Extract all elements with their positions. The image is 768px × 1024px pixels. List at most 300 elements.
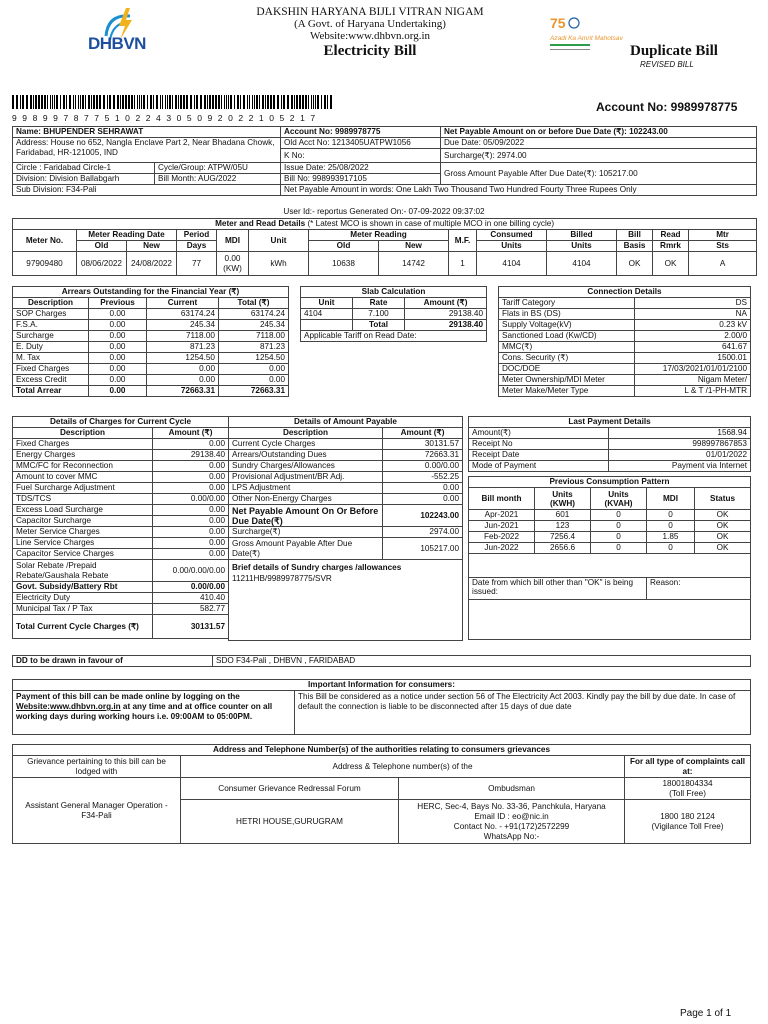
charges-row — [13, 538, 229, 549]
charge-amount: 0.00 — [153, 439, 229, 450]
reason-label: Reason: — [647, 578, 751, 600]
slab-hdr-amount: Amount (₹) — [405, 298, 487, 309]
arrears-hdr-total: Total (₹) — [219, 298, 289, 309]
barcode-bar — [162, 95, 163, 109]
cons-kwh: 601 — [535, 510, 591, 521]
k-no: K No: — [281, 149, 441, 163]
hdr-billed: Billed — [547, 230, 617, 241]
arrears-prev: 0.00 — [89, 375, 147, 386]
barcode-bar — [302, 95, 304, 109]
payable-desc: LPS Adjustment — [229, 483, 383, 494]
omb-address-1: HERC, Sec-4, Bays No. 33-36, Panchkula, Haryana — [417, 801, 606, 811]
bill-month: Bill Month: AUG/2022 — [155, 174, 281, 185]
company-website: Website:www.dhbvn.org.in — [309, 30, 431, 42]
barcode-bar — [194, 95, 195, 109]
hdr-rmrk: Rmrk — [653, 241, 689, 252]
toll-free-note: (Toll Free) — [669, 788, 706, 798]
vigilance-note: (Vigilance Toll Free) — [651, 821, 724, 831]
barcode-bar — [299, 95, 301, 109]
toll-free-number: 18001804334 — [662, 778, 713, 788]
last-payment-label: Mode of Payment — [469, 461, 609, 472]
charges-row — [13, 494, 229, 505]
barcode-bar — [256, 95, 258, 109]
barcode-bar — [12, 95, 14, 109]
consumption-title: Previous Consumption Pattern — [469, 477, 751, 488]
cons-month: Feb-2022 — [469, 532, 535, 543]
arrears-total-cell: 0.00 — [219, 375, 289, 386]
payable-desc: Current Cycle Charges — [229, 439, 383, 450]
mdi-value: 0.00 — [224, 253, 241, 263]
barcode-bar — [30, 95, 32, 109]
net-payable-value: 102243.00 — [383, 505, 463, 527]
barcode-bar — [190, 95, 192, 109]
last-payment-title: Last Payment Details — [469, 417, 751, 428]
arrears-row — [13, 364, 289, 375]
payable-hdr-desc: Description — [229, 428, 383, 439]
charge-desc: MMC/FC for Reconnection — [13, 461, 153, 472]
charges-row — [13, 549, 229, 560]
hdr-sts: Sts — [689, 241, 757, 252]
arrears-row — [13, 342, 289, 353]
barcode-bar — [80, 95, 81, 109]
connection-row — [499, 309, 751, 320]
barcode-bar — [122, 95, 124, 109]
hdr-meter-no: Meter No. — [13, 230, 77, 252]
barcode-bar — [249, 95, 250, 109]
important-right: This Bill be considered as a notice under section 56 of The Electricity Act 2003. Kindly pay the bill by due date. In case of default the connection is liable to be disconnected after 15 days of due date — [295, 691, 751, 735]
arrears-prev: 0.00 — [89, 320, 147, 331]
payable-row — [229, 461, 463, 472]
charge-desc: Fuel Surcharge Adjustment — [13, 483, 153, 494]
dhbvn-logo — [86, 6, 156, 72]
arrears-prev: 0.00 — [89, 309, 147, 320]
barcode-bar — [99, 95, 101, 109]
charges-row — [13, 472, 229, 483]
barcode-bar — [47, 95, 48, 109]
grievance-col2: Address & Telephone number(s) of the — [181, 756, 625, 778]
connection-value: Nigam Meter/ — [635, 375, 751, 386]
barcode-bar — [107, 95, 108, 109]
hdr-period: Period — [177, 230, 217, 241]
page-title: Electricity Bill — [323, 43, 417, 59]
payable-amount: 30131.57 — [383, 439, 463, 450]
barcode-bar — [178, 95, 179, 109]
mtr-sts: A — [689, 252, 757, 276]
barcode-bar — [183, 95, 185, 109]
barcode-bar — [88, 95, 90, 109]
payable-desc: Arrears/Outstanding Dues — [229, 450, 383, 461]
cons-hdr-mdi: MDI — [647, 488, 695, 510]
hdr-consumed: Consumed — [477, 230, 547, 241]
charges-row — [13, 483, 229, 494]
payable-table — [228, 416, 463, 641]
cons-status: OK — [695, 543, 751, 554]
hdr-unit: Unit — [249, 230, 309, 252]
ombudsman-label: Ombudsman — [399, 778, 625, 800]
company-sub: (A Govt. of Haryana Undertaking) — [294, 18, 446, 30]
arrears-table — [12, 286, 289, 397]
arrears-curr: 63174.24 — [147, 309, 219, 320]
connection-value: DS — [635, 298, 751, 309]
sub-division: Sub Division: F34-Pali — [13, 185, 281, 196]
barcode-bar — [69, 95, 71, 109]
charge-desc: Energy Charges — [13, 450, 153, 461]
arrears-hdr-desc: Description — [13, 298, 89, 309]
barcode-bar — [167, 95, 168, 109]
cons-month: Jun-2022 — [469, 543, 535, 554]
hdr-old-date: Old — [77, 241, 127, 252]
connection-value: 641.67 — [635, 342, 751, 353]
cons-month: Apr-2021 — [469, 510, 535, 521]
barcode-bar — [327, 95, 328, 109]
connection-label: Flats in BS (DS) — [499, 309, 635, 320]
consumer-info — [12, 126, 757, 196]
charges-row — [13, 439, 229, 450]
hdr-mf: M.F. — [449, 230, 477, 252]
arrears-row — [13, 375, 289, 386]
last-payment-row — [469, 428, 751, 439]
charge-amount: 0.00 — [153, 505, 229, 516]
cons-hdr-kwh-a: Units — [552, 489, 573, 499]
slab-rate: 7.100 — [353, 309, 405, 320]
arrears-title: Arrears Outstanding for the Financial Year (₹) — [13, 287, 289, 298]
barcode-bar — [82, 95, 84, 109]
last-payment-label: Receipt Date — [469, 450, 609, 461]
barcode-bar — [175, 95, 177, 109]
consumption-row — [469, 543, 751, 554]
cons-hdr-kwh-b: (KWH) — [549, 498, 575, 508]
charges-row — [13, 527, 229, 538]
slab-table — [300, 286, 487, 342]
slab-total-label: Total — [353, 320, 405, 331]
cons-mdi: 1.85 — [647, 532, 695, 543]
cons-mdi: 0 — [647, 521, 695, 532]
arrears-curr: 0.00 — [147, 364, 219, 375]
account-number: Account No: 9989978775 — [596, 100, 738, 114]
consumption-row — [469, 532, 751, 543]
connection-row — [499, 342, 751, 353]
barcode-bar — [20, 95, 21, 109]
arrears-total-cell: 871.23 — [219, 342, 289, 353]
barcode-bar — [172, 95, 173, 109]
barcode-bar — [262, 95, 264, 109]
arrears-desc: F.S.A. — [13, 320, 89, 331]
forum-address: HETRI HOUSE,GURUGRAM — [181, 800, 399, 844]
barcode-bar — [313, 95, 314, 109]
subsidy-label: Govt. Subsidy/Battery Rbt — [13, 582, 153, 593]
barcode-bar — [16, 95, 18, 109]
vigilance-number: 1800 180 2124 — [660, 811, 715, 821]
barcode-bar — [252, 95, 253, 109]
barcode-bar — [56, 95, 58, 109]
meter-title-note: (* Latest MCO is shown in case of multiple MCO in one billing cycle) — [305, 219, 555, 228]
hdr-meter-reading: Meter Reading — [309, 230, 449, 241]
payable-desc: Provisional Adjustment/BR Adj. — [229, 472, 383, 483]
arrears-desc: Fixed Charges — [13, 364, 89, 375]
hdr-days: Days — [177, 241, 217, 252]
cons-kvah: 0 — [591, 543, 647, 554]
charge-amount: 0.00 — [153, 538, 229, 549]
barcode-bar — [109, 95, 111, 109]
barcode-bar — [147, 95, 148, 109]
barcode-bar — [212, 95, 214, 109]
barcode-bar — [330, 95, 332, 109]
payable-amount: 0.00/0.00 — [383, 461, 463, 472]
charges-row — [13, 450, 229, 461]
charge-desc: Line Service Charges — [13, 538, 153, 549]
charges-title: Details of Charges for Current Cycle — [13, 417, 229, 428]
barcode-bar — [294, 95, 295, 109]
barcode-bar — [186, 95, 188, 109]
dd-table — [12, 655, 751, 667]
arrears-total-cell: 245.34 — [219, 320, 289, 331]
charge-desc: Capacitor Service Charges — [13, 549, 153, 560]
arrears-curr: 1254.50 — [147, 353, 219, 364]
barcode-bar — [117, 95, 119, 109]
barcode-bar — [273, 95, 275, 109]
barcode-bar — [131, 95, 133, 109]
barcode-bar — [52, 95, 53, 109]
slab-total: 29138.40 — [405, 320, 487, 331]
barcode-bar — [180, 95, 182, 109]
azadi-text: Azadi Ka Amrit Mahotsav — [550, 35, 623, 42]
hdr-old-read: Old — [309, 241, 379, 252]
meter-details — [12, 218, 757, 276]
payable-row — [229, 472, 463, 483]
barcode-digits: 9 9 8 9 9 7 8 7 7 5 1 0 2 2 4 3 0 5 0 9 2 0 2 2 1 0 5 2 1 7 — [12, 113, 317, 123]
arrears-total-cell: 1254.50 — [219, 353, 289, 364]
website-link[interactable]: Website:www.dhbvn.org.in — [16, 702, 121, 711]
connection-label: Supply Voltage(kV) — [499, 320, 635, 331]
connection-row — [499, 320, 751, 331]
important-table — [12, 679, 751, 735]
payable-row — [229, 494, 463, 505]
arrears-desc: E. Duty — [13, 342, 89, 353]
company-name: DAKSHIN HARYANA BIJLI VITRAN NIGAM — [256, 6, 484, 18]
consumption-row — [469, 510, 751, 521]
barcode-bar — [247, 95, 248, 109]
connection-value: L & T /1-PH-MTR — [635, 386, 751, 397]
barcode-bar — [283, 95, 285, 109]
consumed-units: 4104 — [477, 252, 547, 276]
payable-title: Details of Amount Payable — [229, 417, 463, 428]
connection-label: DOC/DOE — [499, 364, 635, 375]
barcode-bar — [218, 95, 220, 109]
last-payment-label: Receipt No — [469, 439, 609, 450]
arrears-row — [13, 309, 289, 320]
sundry-detail: 11211HB/9989978775/SVR — [232, 574, 332, 583]
payable-amount: -552.25 — [383, 472, 463, 483]
payable-row — [229, 439, 463, 450]
old-acct: Old Acct No: 1213405UATPW1056 — [281, 138, 441, 149]
arrears-hdr-prev: Previous — [89, 298, 147, 309]
elec-duty-value: 410.40 — [153, 593, 229, 604]
barcode-bar — [221, 95, 222, 109]
muni-tax-label: Municipal Tax / P Tax — [13, 604, 153, 615]
barcode-bar — [321, 95, 322, 109]
barcode-bar — [237, 95, 239, 109]
period-days: 77 — [177, 252, 217, 276]
revised-bill: REVISED BILL — [640, 60, 694, 69]
charge-amount: 0.00 — [153, 472, 229, 483]
hdr-billed-units: Units — [547, 241, 617, 252]
tariff-note: Applicable Tariff on Read Date: — [301, 331, 487, 342]
charges-row — [13, 505, 229, 516]
arrears-desc: SOP Charges — [13, 309, 89, 320]
charge-amount: 0.00/0.00 — [153, 494, 229, 505]
cons-mdi: 0 — [647, 510, 695, 521]
consumer-name: Name: BHUPENDER SEHRAWAT — [13, 127, 281, 138]
arrears-desc: Surcharge — [13, 331, 89, 342]
charge-desc: Meter Service Charges — [13, 527, 153, 538]
barcode-bar — [73, 95, 74, 109]
consumption-row — [469, 521, 751, 532]
barcode-bar — [50, 95, 51, 109]
charge-amount: 0.00 — [153, 483, 229, 494]
connection-label: Meter Make/Meter Type — [499, 386, 635, 397]
barcode-bar — [156, 95, 158, 109]
charge-desc: Amount to cover MMC — [13, 472, 153, 483]
gross-after-due: Gross Amount Payable After Due Date(₹): 105217.00 — [441, 163, 757, 185]
barcode-bar — [125, 95, 127, 109]
barcode-bar — [308, 95, 309, 109]
last-payment-value: Payment via Internet — [609, 461, 751, 472]
cons-hdr-status: Status — [695, 488, 751, 510]
hdr-bill: Bill — [617, 230, 653, 241]
barcode-bar — [270, 95, 272, 109]
connection-row — [499, 375, 751, 386]
subsidy-value: 0.00/0.00 — [153, 582, 229, 593]
omb-email: Email ID : eo@nic.in — [474, 811, 549, 821]
cons-month: Jun-2021 — [469, 521, 535, 532]
arrears-prev: 0.00 — [89, 342, 147, 353]
date-other-label: Date from which bill other than "OK" is being issued: — [469, 578, 647, 600]
barcode-bar — [165, 95, 166, 109]
barcode-bar — [311, 95, 312, 109]
cycle-group: Cycle/Group: ATPW/05U — [155, 163, 281, 174]
barcode-bar — [226, 95, 227, 109]
barcode-bar — [153, 95, 154, 109]
new-date: 24/08/2022 — [127, 252, 177, 276]
hdr-mtr: Mtr — [689, 230, 757, 241]
payable-desc: Other Non-Energy Charges — [229, 494, 383, 505]
important-left-prefix: Payment of this bill can be made online by logging on the — [16, 692, 240, 701]
hdr-consumed-units: Units — [477, 241, 547, 252]
cons-hdr-kvah-b: (KVAH) — [604, 498, 633, 508]
payable-amount: 0.00 — [383, 494, 463, 505]
duplicate-bill: Duplicate Bill — [630, 43, 718, 59]
barcode-bar — [267, 95, 269, 109]
barcode-bar — [141, 95, 142, 109]
grievance-col3: For all type of complaints call at: — [625, 756, 751, 778]
net-payable-due: Net Payable Amount on or before Due Date (₹): 102243.00 — [441, 127, 757, 138]
arrears-hdr-curr: Current — [147, 298, 219, 309]
barcode-bar — [91, 95, 92, 109]
connection-title: Connection Details — [499, 287, 751, 298]
connection-row — [499, 386, 751, 397]
charges-row — [13, 516, 229, 527]
unit: kWh — [249, 252, 309, 276]
connection-label: Sanctioned Load (Kw/CD) — [499, 331, 635, 342]
barcode-bar — [305, 95, 307, 109]
barcode-bar — [209, 95, 211, 109]
barcode-bar — [224, 95, 225, 109]
arrears-curr: 245.34 — [147, 320, 219, 331]
barcode-bar — [93, 95, 95, 109]
connection-label: Cons. Security (₹) — [499, 353, 635, 364]
slab-title: Slab Calculation — [301, 287, 487, 298]
payable-row — [229, 450, 463, 461]
barcode-bar — [143, 95, 145, 109]
sundry-title: Brief details of Sundry charges /allowances — [232, 563, 402, 572]
arrears-total-cell: 7118.00 — [219, 331, 289, 342]
barcode-bar — [317, 95, 319, 109]
connection-table — [498, 286, 751, 397]
arrears-desc: M. Tax — [13, 353, 89, 364]
barcode — [12, 95, 350, 111]
barcode-bar — [33, 95, 34, 109]
barcode-bar — [200, 95, 202, 109]
payable-surcharge-value: 2974.00 — [383, 527, 463, 538]
charge-amount: 0.00 — [153, 549, 229, 560]
hdr-new-date: New — [127, 241, 177, 252]
barcode-bar — [240, 95, 241, 109]
connection-row — [499, 298, 751, 309]
charge-desc: TDS/TCS — [13, 494, 153, 505]
barcode-bar — [296, 95, 298, 109]
barcode-bar — [215, 95, 217, 109]
dd-label: DD to be drawn in favour of — [13, 656, 213, 667]
charge-amount: 0.00 — [153, 527, 229, 538]
barcode-bar — [75, 95, 76, 109]
barcode-bar — [66, 95, 67, 109]
arrears-total: 72663.31 — [219, 386, 289, 397]
arrears-row — [13, 320, 289, 331]
last-payment-row — [469, 450, 751, 461]
solar-rebate-value: 0.00/0.00/0.00 — [153, 560, 229, 582]
barcode-bar — [259, 95, 260, 109]
cons-status: OK — [695, 521, 751, 532]
barcode-bar — [169, 95, 171, 109]
division: Division: Division Ballabgarh — [13, 174, 155, 185]
hdr-mdi: MDI — [217, 230, 249, 252]
arrears-prev: 0.00 — [89, 331, 147, 342]
muni-tax-value: 582.77 — [153, 604, 229, 615]
cons-status: OK — [695, 532, 751, 543]
barcode-bar — [128, 95, 130, 109]
charges-hdr-amount: Amount (₹) — [153, 428, 229, 439]
meter-title-bold: Meter and Read Details — [215, 219, 306, 228]
barcode-bar — [26, 95, 28, 109]
barcode-bar — [243, 95, 245, 109]
cons-hdr-kvah-a: Units — [608, 489, 629, 499]
grievance-col1: Grievance pertaining to this bill can be lodged with — [13, 756, 181, 778]
circle: Circle : Faridabad Circle-1 — [13, 163, 155, 174]
barcode-bar — [228, 95, 229, 109]
barcode-bar — [60, 95, 61, 109]
connection-value: 2.00/0 — [635, 331, 751, 342]
barcode-bar — [234, 95, 235, 109]
barcode-bar — [196, 95, 198, 109]
barcode-bar — [78, 95, 79, 109]
current-total-value: 30131.57 — [153, 615, 229, 639]
arrears-curr: 7118.00 — [147, 331, 219, 342]
old-read: 10638 — [309, 252, 379, 276]
connection-label: Tariff Category — [499, 298, 635, 309]
slab-hdr-rate: Rate — [353, 298, 405, 309]
azadi-logo — [548, 14, 623, 58]
grievance-title: Address and Telephone Number(s) of the authorities relating to consumers grievances — [13, 745, 751, 756]
